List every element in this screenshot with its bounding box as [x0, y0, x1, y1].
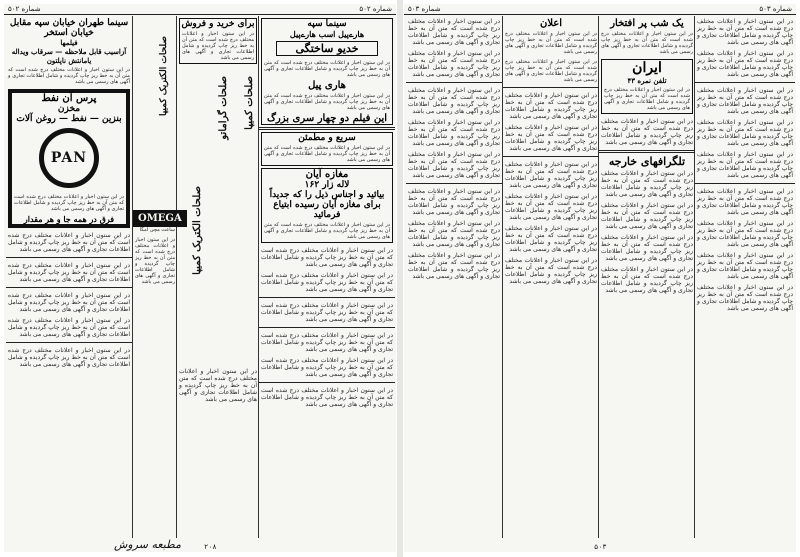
- printer-signature: مطبعه سروش: [114, 538, 181, 551]
- text-block: در این ستون اخبار و اعلانات مختلف درج شده است که متن آن به خط ریز چاپ گردیده و شامل اطلاعات تجاری و آگهی های رسمی می باشد: [697, 188, 793, 216]
- left-page: [4, 4, 396, 552]
- irani-ad: [601, 59, 693, 114]
- ad-star: هاری پیل: [308, 80, 346, 91]
- ad-title: سریع و مطمئن: [298, 133, 356, 143]
- running-head: [404, 4, 796, 15]
- text-block: در این ستون اخبار و اعلانات مختلف درج شده است که متن آن به خط ریز چاپ گردیده و شامل اطلاعات تجاری و آگهی های رسمی می باشد: [505, 257, 597, 285]
- divider: [406, 183, 502, 184]
- divider: [6, 257, 132, 258]
- text-block: در این ستون اخبار و اعلانات مختلف درج شده است که متن آن به خط ریز چاپ گردیده و شامل اطلاعات تجاری و آگهی های رسمی می باشد: [697, 252, 793, 280]
- text-block: در این ستون اخبار و اعلانات مختلف درج شده است که متن آن به خط ریز چاپ گردیده و شامل اطلاعات تجاری و آگهی های رسمی می باشد: [135, 237, 175, 285]
- text-block: در این ستون اخبار و اعلانات مختلف درج شده است که متن آن به خط ریز چاپ گردیده و شامل اطلاعات تجاری و آگهی های رسمی می باشد: [8, 292, 130, 313]
- text-block: در این ستون اخبار و اعلانات مختلف درج شده است که متن آن به خط ریز چاپ گردیده و شامل اطلاعات تجاری و آگهی های رسمی می باشد: [601, 170, 693, 198]
- pan-products: بنزین — نفط — روغن آلات: [16, 114, 122, 124]
- text-block: در این ستون اخبار و اعلانات مختلف درج شده است که متن آن به خط ریز چاپ گردیده و شامل اطلاعات تجاری و آگهی های رسمی می باشد: [408, 220, 500, 248]
- text-block: در این ستون اخبار و اعلانات مختلف درج شده است که متن آن به خط ریز چاپ گردیده و شامل اطلاعات تجاری و آگهی های رسمی می باشد: [505, 193, 597, 221]
- cinema-tehran-title: سینما طهران خیابان سپه مقابل خیابان استخر: [9, 18, 129, 38]
- adhesives-ad: [261, 132, 393, 166]
- pan-subtitle: مخزن: [57, 104, 81, 114]
- headline: اعلان: [539, 18, 563, 29]
- text-block: در این ستون اخبار و اعلانات مختلف درج شده است که متن آن به خط ریز چاپ گردیده و شامل اطلاعات تجاری و آگهی های رسمی می باشد: [261, 302, 393, 323]
- text-block: در این ستون اخبار و اعلانات مختلف درج شده است که متن آن به خط ریز چاپ گردیده و شامل اطلاعات تجاری و آگهی های رسمی می باشد: [697, 119, 793, 147]
- ad-body: در این ستون اخبار و اعلانات مختلف درج شده است که متن آن به خط ریز چاپ گردیده و شامل اطلاعات تجاری و آگهی های رسمی می باشد: [264, 145, 390, 163]
- divider: [6, 342, 132, 343]
- text-block: در این ستون اخبار و اعلانات مختلف درج شده است که متن آن به خط ریز چاپ گردیده و شامل اطلاعات تجاری و آگهی های رسمی می باشد: [261, 387, 393, 408]
- text-block: در این ستون اخبار و اعلانات مختلف درج شده است که متن آن به خط ریز چاپ گردیده و شامل اطلاعات تجاری و آگهی های رسمی می باشد: [505, 92, 597, 120]
- column-classifieds: [176, 16, 259, 538]
- ad-body: در این ستون اخبار و اعلانات مختلف درج شده است که متن آن به خط ریز چاپ گردیده و شامل اطلاعات تجاری و آگهی های رسمی می باشد: [14, 194, 124, 212]
- text-block: در این ستون اخبار و اعلانات مختلف درج شده است که متن آن به خط ریز چاپ گردیده و شامل اطلاعات تجاری و آگهی های رسمی می باشد: [8, 317, 130, 338]
- ad-subtitle: هارےپیل اسب هارےپیل: [289, 29, 365, 39]
- divider: [259, 297, 395, 298]
- text-block: در این ستون اخبار و اعلانات مختلف درج شده است که متن آن به خط ریز چاپ گردیده و شامل اطلاعات تجاری و آگهی های رسمی می باشد: [261, 332, 393, 353]
- text-block: در این ستون اخبار و اعلانات مختلف درج شده است که متن آن به خط ریز چاپ گردیده و شامل اطلاعات تجاری و آگهی های رسمی می باشد: [261, 247, 393, 268]
- divider: [259, 382, 395, 383]
- column-omega: [132, 16, 182, 538]
- ad-title: مغازه آیان: [305, 169, 349, 180]
- text-block: در این ستون اخبار و اعلانات مختلف درج شده است که متن آن به خط ریز چاپ گردیده و شامل اطلاعات تجاری و آگهی های رسمی می باشد: [697, 50, 793, 78]
- buy-sell-ad: [179, 18, 257, 64]
- column-d: [406, 16, 502, 538]
- running-head: [4, 4, 396, 15]
- text-block: در این ستون اخبار و اعلانات مختلف درج شده است که متن آن به خط ریز چاپ گردیده و شامل اطلاعات تجاری و آگهی های رسمی می باشد: [601, 118, 693, 146]
- cinema-tehran-line: آزاسیب قابل ملاحظه — سرقاب ویداله یامانتش ناپلتون: [11, 47, 127, 65]
- column-a: [694, 16, 795, 538]
- text-block: در این ستون اخبار و اعلانات مختلف درج شده است که متن آن به خط ریز چاپ گردیده و شامل اطلاعات تجاری و آگهی های رسمی می باشد: [261, 272, 393, 293]
- ad-body: در این ستون اخبار و اعلانات مختلف درج شده است که متن آن به خط ریز چاپ گردیده و شامل اطلاعات تجاری و آگهی های رسمی می باشد: [264, 60, 390, 78]
- text-block: در این ستون اخبار و اعلانات مختلف درج شده است که متن آن به خط ریز چاپ گردیده و شامل اطلاعات تجاری و آگهی های رسمی می باشد: [408, 252, 500, 280]
- divider: [259, 127, 395, 130]
- pan-motto: فرق در همه جا و هر مقدار: [23, 214, 115, 224]
- vertical-ad: صلحات الکتریک کمیپا: [192, 186, 203, 275]
- text-block: در این ستون اخبار و اعلانات مختلف درج شده است که متن آن به خط ریز چاپ گردیده و شامل اطلاعات تجاری و آگهی های رسمی می باشد: [505, 225, 597, 253]
- issue-number: شماره ۵۰۲: [8, 5, 41, 13]
- text-block: در این ستون اخبار و اعلانات مختلف درج شده است که متن آن به خط ریز چاپ گردیده و شامل اطلاعات تجاری و آگهی های رسمی می باشد: [179, 368, 257, 403]
- text-block: در این ستون اخبار و اعلانات مختلف درج شده است که متن آن به خط ریز چاپ گردیده و شامل اطلاعات تجاری و آگهی های رسمی می باشد: [601, 31, 693, 55]
- ad-title: سینما سپه: [307, 19, 347, 29]
- ad-body: در این ستون اخبار و اعلانات مختلف درج شده است که متن آن به خط ریز چاپ گردیده و شامل اطلاعات تجاری و آگهی های رسمی می باشد: [182, 31, 254, 61]
- text-block: در این ستون اخبار و اعلانات مختلف درج شده است که متن آن به خط ریز چاپ گردیده و شامل اطلاعات تجاری و آگهی های رسمی می باشد: [601, 202, 693, 230]
- cinema-seh-ad: [261, 18, 393, 125]
- ad-body: در این ستون اخبار و اعلانات مختلف درج شده است که متن آن به خط ریز چاپ گردیده و شامل اطلاعات تجاری و آگهی های رسمی می باشد: [264, 93, 390, 111]
- text-block: در این ستون اخبار و اعلانات مختلف درج شده است که متن آن به خط ریز چاپ گردیده و شامل اطلاعات تجاری و آگهی های رسمی می باشد: [505, 124, 597, 152]
- divider: [6, 287, 132, 288]
- ad-line: برای مغازه آیان رسیده ابتیاع فرمائید: [273, 200, 381, 220]
- ad-line: بیائید و اجناس ذیل را که جدیداً: [269, 190, 385, 200]
- headline: یک شب پر افتخار: [610, 18, 684, 29]
- ad-title: برای خرید و فروش: [181, 19, 255, 29]
- ad-highlight: خدیو ساختگی: [276, 41, 378, 56]
- ad-banner: این فیلم دو چهار سری بزرگ: [266, 113, 388, 124]
- ad-line: لاله زار ۱۶۲: [304, 180, 350, 190]
- text-block: در این ستون اخبار و اعلانات مختلف درج شده است که متن آن به خط ریز چاپ گردیده و شامل اطلاعات تجاری و آگهی های رسمی می باشد: [8, 232, 130, 253]
- text-block: در این ستون اخبار و اعلانات مختلف درج شده است که متن آن به خط ریز چاپ گردیده و شامل اطلاعات تجاری و آگهی های رسمی می باشد: [697, 18, 793, 46]
- issue-number: شماره ۵۰۳: [759, 5, 792, 13]
- text-block: در این ستون اخبار و اعلانات مختلف درج شده است که متن آن به خط ریز چاپ گردیده و شامل اطلاعات تجاری و آگهی های رسمی می باشد: [601, 266, 693, 294]
- ad-subtitle: تلفن نمره ۴۳: [627, 76, 667, 85]
- column-c: [502, 16, 599, 538]
- issue-number: شماره ۵۰۲: [359, 5, 392, 13]
- text-block: در این ستون اخبار و اعلانات مختلف درج شده است که متن آن به خط ریز چاپ گردیده و شامل اطلاعات تجاری و آگهی های رسمی می باشد: [408, 119, 500, 147]
- ad-body: در این ستون اخبار و اعلانات مختلف درج شده است که متن آن به خط ریز چاپ گردیده و شامل اطلاعات تجاری و آگهی های رسمی می باشد: [604, 87, 690, 111]
- vertical-ad: صلحات کمیپا: [244, 76, 255, 130]
- text-block: در این ستون اخبار و اعلانات مختلف درج شده است که متن آن به خط ریز چاپ گردیده و شامل اطلاعات تجاری و آگهی های رسمی می باشد: [8, 347, 130, 368]
- pan-title: پرس آن نفط: [41, 93, 97, 104]
- ad-body: در این ستون اخبار و اعلانات مختلف درج شده است که متن آن به خط ریز چاپ گردیده و شامل اطلاعات تجاری و آگهی های رسمی می باشد: [264, 222, 390, 240]
- text-block: در این ستون اخبار و اعلانات مختلف درج شده است که متن آن به خط ریز چاپ گردیده و شامل اطلاعات تجاری و آگهی های رسمی می باشد: [8, 262, 130, 283]
- text-block: در این ستون اخبار و اعلانات مختلف درج شده است که متن آن به خط ریز چاپ گردیده و شامل اطلاعات تجاری و آگهی های رسمی می باشد: [505, 59, 597, 83]
- gutter: [397, 0, 403, 557]
- vertical-ad: صلحات گراماتو: [218, 76, 229, 140]
- column-b: [598, 16, 695, 538]
- divider: [599, 150, 695, 153]
- cinema-tehran-line: فیلمها: [60, 38, 78, 47]
- text-block: در این ستون اخبار و اعلانات مختلف درج شده است که متن آن به خط ریز چاپ گردیده و شامل اطلاعات تجاری و آگهی های رسمی می باشد: [408, 151, 500, 179]
- text-block: در این ستون اخبار و اعلانات مختلف درج شده است که متن آن به خط ریز چاپ گردیده و شامل اطلاعات تجاری و آگهی های رسمی می باشد: [697, 284, 793, 312]
- omega-logo: OMEGA: [133, 210, 187, 227]
- divider: [503, 156, 599, 157]
- page-number: ۵۰۳: [594, 543, 607, 551]
- pan-logo: PAN: [39, 128, 99, 188]
- text-block: در این ستون اخبار و اعلانات مختلف درج شده است که متن آن به خط ریز چاپ گردیده و شامل اطلاعات تجاری و آگهی های رسمی می باشد: [697, 87, 793, 115]
- text-block: در این ستون اخبار و اعلانات مختلف درج شده است که متن آن به خط ریز چاپ گردیده و شامل اطلاعات تجاری و آگهی های رسمی می باشد: [408, 87, 500, 115]
- omega-ad: [133, 206, 182, 225]
- column-cinema-seh: [258, 16, 395, 538]
- text-block: در این ستون اخبار و اعلانات مختلف درج شده است که متن آن به خط ریز چاپ گردیده و شامل اطلاعات تجاری و آگهی های رسمی می باشد: [408, 188, 500, 216]
- text-block: در این ستون اخبار و اعلانات مختلف درج شده است که متن آن به خط ریز چاپ گردیده و شامل اطلاعات تجاری و آگهی های رسمی می باشد: [697, 151, 793, 179]
- divider: [503, 87, 599, 88]
- text-block: در این ستون اخبار و اعلانات مختلف درج شده است که متن آن به خط ریز چاپ گردیده و شامل اطلاعات تجاری و آگهی های رسمی می باشد: [261, 357, 393, 378]
- omega-text: ساعت مچی امگا: [139, 227, 175, 233]
- divider: [695, 183, 795, 184]
- issue-number: شماره ۵۰۳: [408, 5, 441, 13]
- headline: تلگرافهای خارجه: [608, 155, 686, 168]
- text-block: در این ستون اخبار و اعلانات مختلف درج شده است که متن آن به خط ریز چاپ گردیده و شامل اطلاعات تجاری و آگهی های رسمی می باشد: [601, 234, 693, 262]
- right-page: [404, 4, 796, 552]
- vertical-ad: صلحات الکتریک کمیپا: [159, 36, 169, 117]
- text-block: در این ستون اخبار و اعلانات مختلف درج شده است که متن آن به خط ریز چاپ گردیده و شامل اطلاعات تجاری و آگهی های رسمی می باشد: [408, 50, 500, 78]
- ad-title: ایران: [632, 60, 662, 76]
- page-number: ۲۰۸: [204, 543, 217, 551]
- text-block: در این ستون اخبار و اعلانات مختلف درج شده است که متن آن به خط ریز چاپ گردیده و شامل اطلاعات تجاری و آگهی های رسمی می باشد: [505, 161, 597, 189]
- text-block: در این ستون اخبار و اعلانات مختلف درج شده است که متن آن به خط ریز چاپ گردیده و شامل اطلاعات تجاری و آگهی های رسمی می باشد: [505, 31, 597, 55]
- text-block: در این ستون اخبار و اعلانات مختلف درج شده است که متن آن به خط ریز چاپ گردیده و شامل اطلاعات تجاری و آگهی های رسمی می باشد: [697, 220, 793, 248]
- apartment-ad: [261, 168, 393, 243]
- divider: [695, 82, 795, 83]
- vertical-ad-strip: [133, 16, 177, 206]
- vertical-ad-strip: [177, 66, 259, 366]
- divider: [259, 327, 395, 328]
- divider: [406, 82, 502, 83]
- text-block: در این ستون اخبار و اعلانات مختلف درج شده است که متن آن به خط ریز چاپ گردیده و شامل اطلاعات تجاری و آگهی های رسمی می باشد: [408, 18, 500, 46]
- ad-body: در این ستون اخبار و اعلانات مختلف درج شده است که متن آن به خط ریز چاپ گردیده و شامل اطلاعات تجاری و آگهی های رسمی می باشد: [8, 67, 130, 85]
- pan-ad: [8, 89, 130, 228]
- column-cinema-tehran: [6, 16, 132, 538]
